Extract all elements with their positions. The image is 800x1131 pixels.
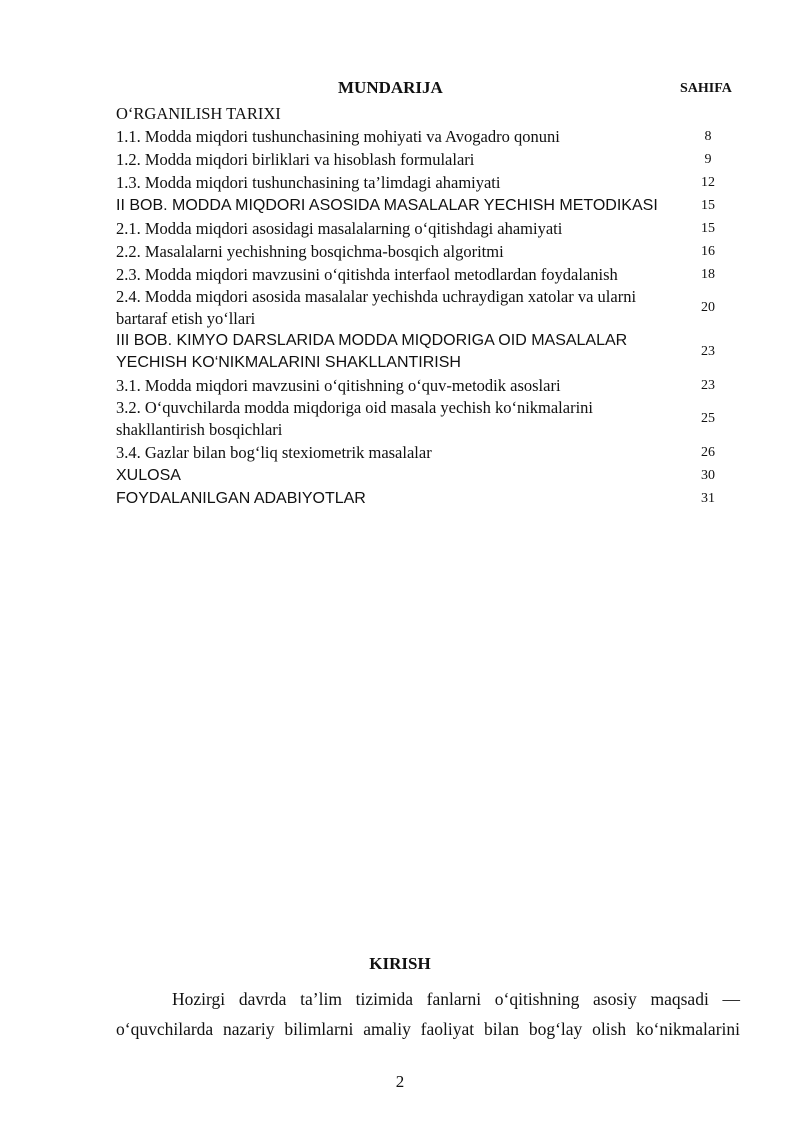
toc-entry <box>116 148 740 171</box>
toc-entry-page: 31 <box>701 490 715 506</box>
toc-chapter-entry <box>116 194 740 217</box>
toc-entry-text: 3.4. Gazlar bilan bog‘liq stexiometrik masalalar <box>116 442 432 462</box>
toc-entry-text: 2.1. Modda miqdori asosidagi masalalarning o‘qitishdagi ahamiyati <box>116 218 563 238</box>
toc-entry-text: 2.3. Modda miqdori mavzusini o‘qitishda interfaol metodlardan foydalanish <box>116 264 618 284</box>
toc-entry-page: 8 <box>704 128 712 144</box>
toc-entry-text: 1.2. Modda miqdori birliklari va hisoblash formulalari <box>116 149 475 169</box>
toc-entry <box>116 171 740 194</box>
toc-entry <box>116 374 740 397</box>
toc-entry-page: 23 <box>701 344 715 359</box>
toc-entry-text: XULOSA <box>116 466 181 484</box>
toc-entry-page: 16 <box>701 243 715 259</box>
toc-entry-page: 12 <box>701 174 715 190</box>
toc-entry <box>116 397 740 441</box>
intro-heading: KIRISH <box>369 954 431 973</box>
toc-entry-text: 3.1. Modda miqdori mavzusini o‘qitishning o‘quv-metodik asoslari <box>116 375 561 395</box>
toc-entry-text: III BOB. KIMYO DARSLARIDA MODDA MIQDORIGA OID MASALALAR YECHISH KO‘NIKMALARINI SHAKLLANTIRISH <box>116 332 628 371</box>
intro-paragraph <box>116 984 740 1044</box>
toc-entry <box>116 263 740 286</box>
toc-entry-page: 26 <box>701 444 715 460</box>
toc-entry-page: 30 <box>701 467 715 483</box>
intro-paragraph-line: o‘quvchilarda nazariy bilimlarni amaliy faoliyat bilan bog‘lay olish ko‘nikmalarini <box>116 1019 740 1039</box>
toc-entry-text: 1.3. Modda miqdori tushunchasining ta’limdagi ahamiyati <box>116 172 501 192</box>
toc-entry <box>116 102 740 125</box>
toc-entry-text: 1.1. Modda miqdori tushunchasining mohiyati va Avogadro qonuni <box>116 126 560 146</box>
toc-entry <box>116 125 740 148</box>
intro-paragraph-line: Hozirgi davrda ta’lim tizimida fanlarni o‘qitishning asosiy maqsadi — <box>172 989 740 1009</box>
toc-entry-page: 25 <box>701 411 715 426</box>
toc-entry-text: 2.4. Modda miqdori asosida masalalar yechishda uchraydigan xatolar va ularni bartaraf etish yo‘llari <box>116 287 637 328</box>
toc-entry-text: II BOB. MODDA MIQDORI ASOSIDA MASALALAR YECHISH METODIKASI <box>116 196 658 214</box>
toc-entry <box>116 240 740 263</box>
toc-entry <box>116 286 740 330</box>
toc-entry-page: 15 <box>701 220 715 236</box>
toc-entry-text: O‘RGANILISH TARIXI <box>116 103 281 123</box>
toc-entry-page: 20 <box>701 300 715 315</box>
page-number: 2 <box>395 1072 405 1091</box>
toc-chapter-entry <box>116 330 740 374</box>
toc-entry-page: 15 <box>701 197 715 213</box>
toc-chapter-entry <box>116 464 740 487</box>
toc-page-column-header: SAHIFA <box>680 81 732 96</box>
toc-title: MUNDARIJA <box>338 78 443 97</box>
table-of-contents <box>116 102 740 510</box>
toc-chapter-entry <box>116 487 740 510</box>
toc-entry-page: 18 <box>701 266 715 282</box>
toc-entry-text: 3.2. O‘quvchilarda modda miqdoriga oid masala yechish ko‘nikmalarini shakllantirish bosqichlari <box>116 398 594 439</box>
toc-entry-text: 2.2. Masalalarni yechishning bosqichma-bosqich algoritmi <box>116 241 504 261</box>
toc-entry-page: 23 <box>701 377 715 393</box>
toc-entry-text: FOYDALANILGAN ADABIYOTLAR <box>116 489 366 507</box>
toc-entry-page: 9 <box>704 151 712 167</box>
toc-entry <box>116 441 740 464</box>
toc-entry <box>116 217 740 240</box>
